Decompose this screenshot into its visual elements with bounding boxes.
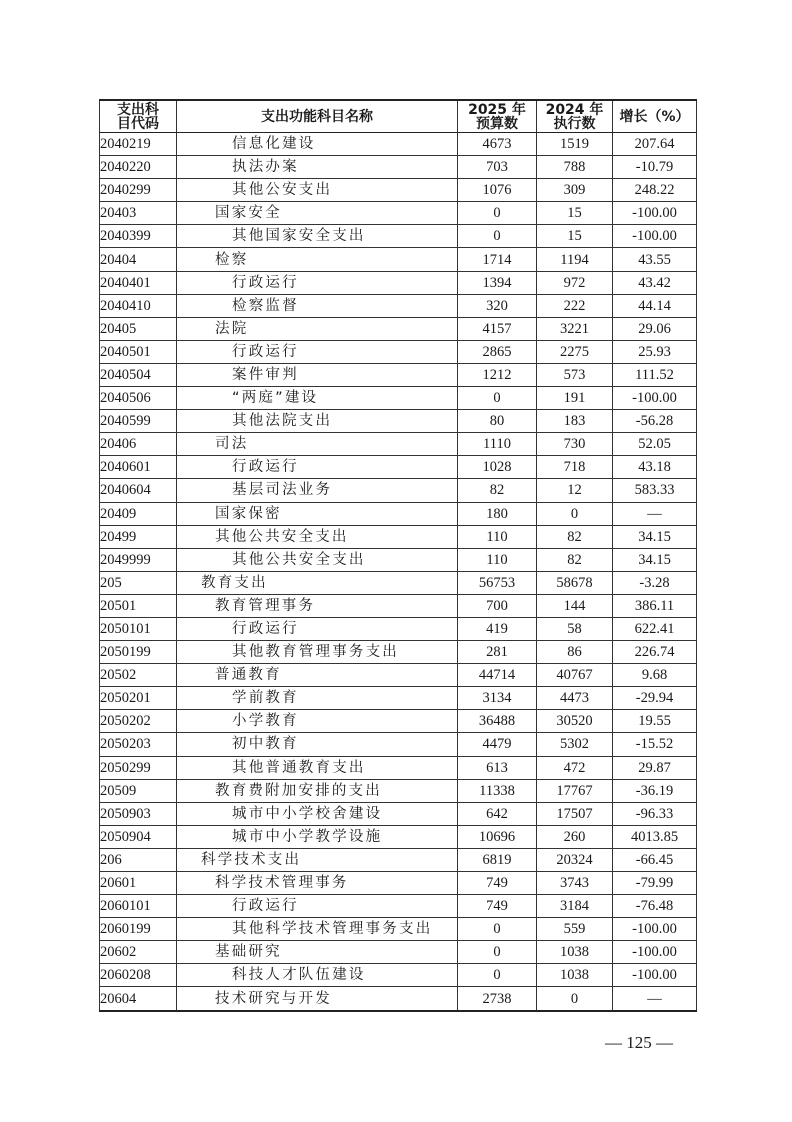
budget-2025-cell: 1714 [458,248,537,271]
table-row [100,456,697,479]
growth-cell: 44.14 [613,294,697,317]
executed-2024-cell: 86 [537,641,613,664]
growth-cell: 4013.85 [613,825,697,848]
table-row [100,756,697,779]
executed-2024-cell: 2275 [537,340,613,363]
budget-2025-cell: 0 [458,918,537,941]
growth-cell: -79.99 [613,872,697,895]
code-cell: 2049999 [100,548,177,571]
budget-2025-cell: 2738 [458,987,537,1011]
growth-cell: 52.05 [613,433,697,456]
growth-cell: 25.93 [613,340,697,363]
budget-2025-cell: 1394 [458,271,537,294]
code-cell: 2050299 [100,756,177,779]
growth-cell: -100.00 [613,941,697,964]
table-row [100,733,697,756]
table-row [100,687,697,710]
executed-2024-cell: 573 [537,363,613,386]
code-cell: 205 [100,571,177,594]
growth-cell: -10.79 [613,156,697,179]
name-cell: 初中教育 [177,733,458,756]
header-growth: 增长（%） [613,100,697,133]
code-cell: 2050203 [100,733,177,756]
table-row [100,848,697,871]
name-cell: 国家安全 [177,202,458,225]
table-row [100,410,697,433]
growth-cell: 19.55 [613,710,697,733]
name-cell: 教育管理事务 [177,594,458,617]
budget-2025-cell: 4479 [458,733,537,756]
executed-2024-cell: 4473 [537,687,613,710]
code-cell: 20406 [100,433,177,456]
executed-2024-cell: 472 [537,756,613,779]
growth-cell: -100.00 [613,225,697,248]
table-row [100,664,697,687]
budget-2025-cell: 320 [458,294,537,317]
executed-2024-cell: 20324 [537,848,613,871]
growth-cell: 207.64 [613,133,697,156]
name-cell: 执法办案 [177,156,458,179]
executed-2024-cell: 1038 [537,964,613,987]
budget-2025-cell: 11338 [458,779,537,802]
name-cell: 技术研究与开发 [177,987,458,1011]
code-cell: 20409 [100,502,177,525]
table-row [100,710,697,733]
table-body [100,133,697,1011]
executed-2024-cell: 15 [537,202,613,225]
code-cell: 2060199 [100,918,177,941]
budget-2025-cell: 0 [458,941,537,964]
name-cell: 教育费附加安排的支出 [177,779,458,802]
table-row [100,964,697,987]
code-cell: 2040299 [100,179,177,202]
executed-2024-cell: 559 [537,918,613,941]
name-cell: 普通教育 [177,664,458,687]
budget-2025-cell: 281 [458,641,537,664]
name-cell: 国家保密 [177,502,458,525]
executed-2024-cell: 260 [537,825,613,848]
budget-2025-cell: 642 [458,802,537,825]
table-row [100,779,697,802]
code-cell: 20499 [100,525,177,548]
executed-2024-cell: 1519 [537,133,613,156]
budget-2025-cell: 0 [458,387,537,410]
budget-2025-cell: 0 [458,964,537,987]
code-cell: 20509 [100,779,177,802]
executed-2024-cell: 82 [537,525,613,548]
name-cell: 行政运行 [177,456,458,479]
name-cell: 教育支出 [177,571,458,594]
code-cell: 2060208 [100,964,177,987]
table-row [100,271,697,294]
table-row [100,387,697,410]
code-cell: 2040399 [100,225,177,248]
executed-2024-cell: 718 [537,456,613,479]
growth-cell: 386.11 [613,594,697,617]
budget-2025-cell: 6819 [458,848,537,871]
table-row [100,641,697,664]
table-row [100,502,697,525]
budget-2025-cell: 1110 [458,433,537,456]
executed-2024-cell: 788 [537,156,613,179]
code-cell: 2040599 [100,410,177,433]
budget-2025-cell: 419 [458,617,537,640]
executed-2024-cell: 12 [537,479,613,502]
budget-2025-cell: 4673 [458,133,537,156]
budget-2025-cell: 10696 [458,825,537,848]
growth-cell: -29.94 [613,687,697,710]
code-cell: 2040220 [100,156,177,179]
name-cell: 行政运行 [177,271,458,294]
growth-cell: 34.15 [613,525,697,548]
budget-2025-cell: 110 [458,525,537,548]
code-cell: 2050903 [100,802,177,825]
executed-2024-cell: 30520 [537,710,613,733]
growth-cell: -66.45 [613,848,697,871]
executed-2024-cell: 5302 [537,733,613,756]
name-cell: 其他普通教育支出 [177,756,458,779]
name-cell: 行政运行 [177,895,458,918]
code-cell: 2040504 [100,363,177,386]
table-row [100,872,697,895]
name-cell: 科技人才队伍建设 [177,964,458,987]
executed-2024-cell: 0 [537,502,613,525]
budget-2025-cell: 82 [458,479,537,502]
growth-cell: 43.42 [613,271,697,294]
table-row [100,248,697,271]
executed-2024-cell: 191 [537,387,613,410]
growth-cell: -15.52 [613,733,697,756]
growth-cell: -76.48 [613,895,697,918]
header-code: 支出科 目代码 [100,100,177,133]
budget-2025-cell: 56753 [458,571,537,594]
table-row [100,594,697,617]
growth-cell: 34.15 [613,548,697,571]
code-cell: 2050199 [100,641,177,664]
executed-2024-cell: 3184 [537,895,613,918]
budget-2025-cell: 36488 [458,710,537,733]
budget-expenditure-table [99,99,697,1012]
table-row [100,294,697,317]
budget-2025-cell: 1212 [458,363,537,386]
growth-cell: — [613,502,697,525]
code-cell: 20601 [100,872,177,895]
growth-cell: 29.87 [613,756,697,779]
budget-2025-cell: 110 [458,548,537,571]
budget-2025-cell: 80 [458,410,537,433]
budget-2025-cell: 613 [458,756,537,779]
budget-2025-cell: 749 [458,872,537,895]
growth-cell: -36.19 [613,779,697,802]
table-row [100,317,697,340]
executed-2024-cell: 58678 [537,571,613,594]
table-row [100,802,697,825]
name-cell: 法院 [177,317,458,340]
budget-2025-cell: 703 [458,156,537,179]
name-cell: 基础研究 [177,941,458,964]
growth-cell: 226.74 [613,641,697,664]
header-executed-2024: 2024 年 执行数 [537,100,613,133]
growth-cell: 43.55 [613,248,697,271]
name-cell: 信息化建设 [177,133,458,156]
growth-cell: -100.00 [613,964,697,987]
name-cell: 检察 [177,248,458,271]
page-number: — 125 — [605,1033,673,1052]
executed-2024-cell: 222 [537,294,613,317]
growth-cell: -100.00 [613,918,697,941]
code-cell: 2040401 [100,271,177,294]
name-cell: 基层司法业务 [177,479,458,502]
code-cell: 20405 [100,317,177,340]
code-cell: 2050201 [100,687,177,710]
budget-2025-cell: 700 [458,594,537,617]
table-row [100,571,697,594]
code-cell: 2040410 [100,294,177,317]
table-row [100,525,697,548]
code-cell: 20502 [100,664,177,687]
header-budget-2025: 2025 年 预算数 [458,100,537,133]
name-cell: 科学技术管理事务 [177,872,458,895]
executed-2024-cell: 15 [537,225,613,248]
name-cell: 其他法院支出 [177,410,458,433]
table-row [100,225,697,248]
executed-2024-cell: 17767 [537,779,613,802]
table-row [100,133,697,156]
budget-2025-cell: 180 [458,502,537,525]
growth-cell: 622.41 [613,617,697,640]
name-cell: 其他教育管理事务支出 [177,641,458,664]
name-cell: 其他公安支出 [177,179,458,202]
budget-2025-cell: 749 [458,895,537,918]
code-cell: 2040604 [100,479,177,502]
budget-2025-cell: 4157 [458,317,537,340]
growth-cell: — [613,987,697,1011]
name-cell: “两庭”建设 [177,387,458,410]
budget-2025-cell: 3134 [458,687,537,710]
growth-cell: 583.33 [613,479,697,502]
budget-2025-cell: 1028 [458,456,537,479]
growth-cell: -56.28 [613,410,697,433]
growth-cell: 111.52 [613,363,697,386]
table-row [100,156,697,179]
name-cell: 小学教育 [177,710,458,733]
table-row [100,548,697,571]
table-row [100,918,697,941]
growth-cell: -96.33 [613,802,697,825]
code-cell: 20403 [100,202,177,225]
table-row [100,825,697,848]
budget-2025-cell: 0 [458,202,537,225]
growth-cell: 29.06 [613,317,697,340]
executed-2024-cell: 17507 [537,802,613,825]
code-cell: 2040506 [100,387,177,410]
executed-2024-cell: 144 [537,594,613,617]
executed-2024-cell: 0 [537,987,613,1011]
executed-2024-cell: 3743 [537,872,613,895]
name-cell: 其他国家安全支出 [177,225,458,248]
table-row [100,479,697,502]
code-cell: 20602 [100,941,177,964]
table-row [100,895,697,918]
table-row [100,433,697,456]
budget-2025-cell: 2865 [458,340,537,363]
name-cell: 城市中小学校舍建设 [177,802,458,825]
executed-2024-cell: 1038 [537,941,613,964]
code-cell: 2050101 [100,617,177,640]
name-cell: 其他公共安全支出 [177,525,458,548]
name-cell: 科学技术支出 [177,848,458,871]
executed-2024-cell: 972 [537,271,613,294]
code-cell: 2040601 [100,456,177,479]
executed-2024-cell: 730 [537,433,613,456]
name-cell: 行政运行 [177,617,458,640]
name-cell: 检察监督 [177,294,458,317]
code-cell: 20604 [100,987,177,1011]
name-cell: 学前教育 [177,687,458,710]
executed-2024-cell: 58 [537,617,613,640]
code-cell: 2050202 [100,710,177,733]
growth-cell: -3.28 [613,571,697,594]
table-row [100,202,697,225]
table-row [100,987,697,1011]
header-name: 支出功能科目名称 [177,100,458,133]
executed-2024-cell: 1194 [537,248,613,271]
table-row [100,179,697,202]
budget-2025-cell: 44714 [458,664,537,687]
table-row [100,617,697,640]
name-cell: 其他科学技术管理事务支出 [177,918,458,941]
table-header-row [100,100,697,133]
budget-2025-cell: 0 [458,225,537,248]
name-cell: 案件审判 [177,363,458,386]
growth-cell: -100.00 [613,202,697,225]
table-row [100,340,697,363]
growth-cell: -100.00 [613,387,697,410]
code-cell: 20404 [100,248,177,271]
table-row [100,363,697,386]
executed-2024-cell: 40767 [537,664,613,687]
table-row [100,941,697,964]
executed-2024-cell: 183 [537,410,613,433]
growth-cell: 9.68 [613,664,697,687]
code-cell: 2050904 [100,825,177,848]
code-cell: 2040501 [100,340,177,363]
executed-2024-cell: 309 [537,179,613,202]
name-cell: 城市中小学教学设施 [177,825,458,848]
name-cell: 司法 [177,433,458,456]
name-cell: 行政运行 [177,340,458,363]
code-cell: 2040219 [100,133,177,156]
growth-cell: 43.18 [613,456,697,479]
budget-2025-cell: 1076 [458,179,537,202]
code-cell: 2060101 [100,895,177,918]
code-cell: 20501 [100,594,177,617]
executed-2024-cell: 82 [537,548,613,571]
growth-cell: 248.22 [613,179,697,202]
name-cell: 其他公共安全支出 [177,548,458,571]
code-cell: 206 [100,848,177,871]
executed-2024-cell: 3221 [537,317,613,340]
